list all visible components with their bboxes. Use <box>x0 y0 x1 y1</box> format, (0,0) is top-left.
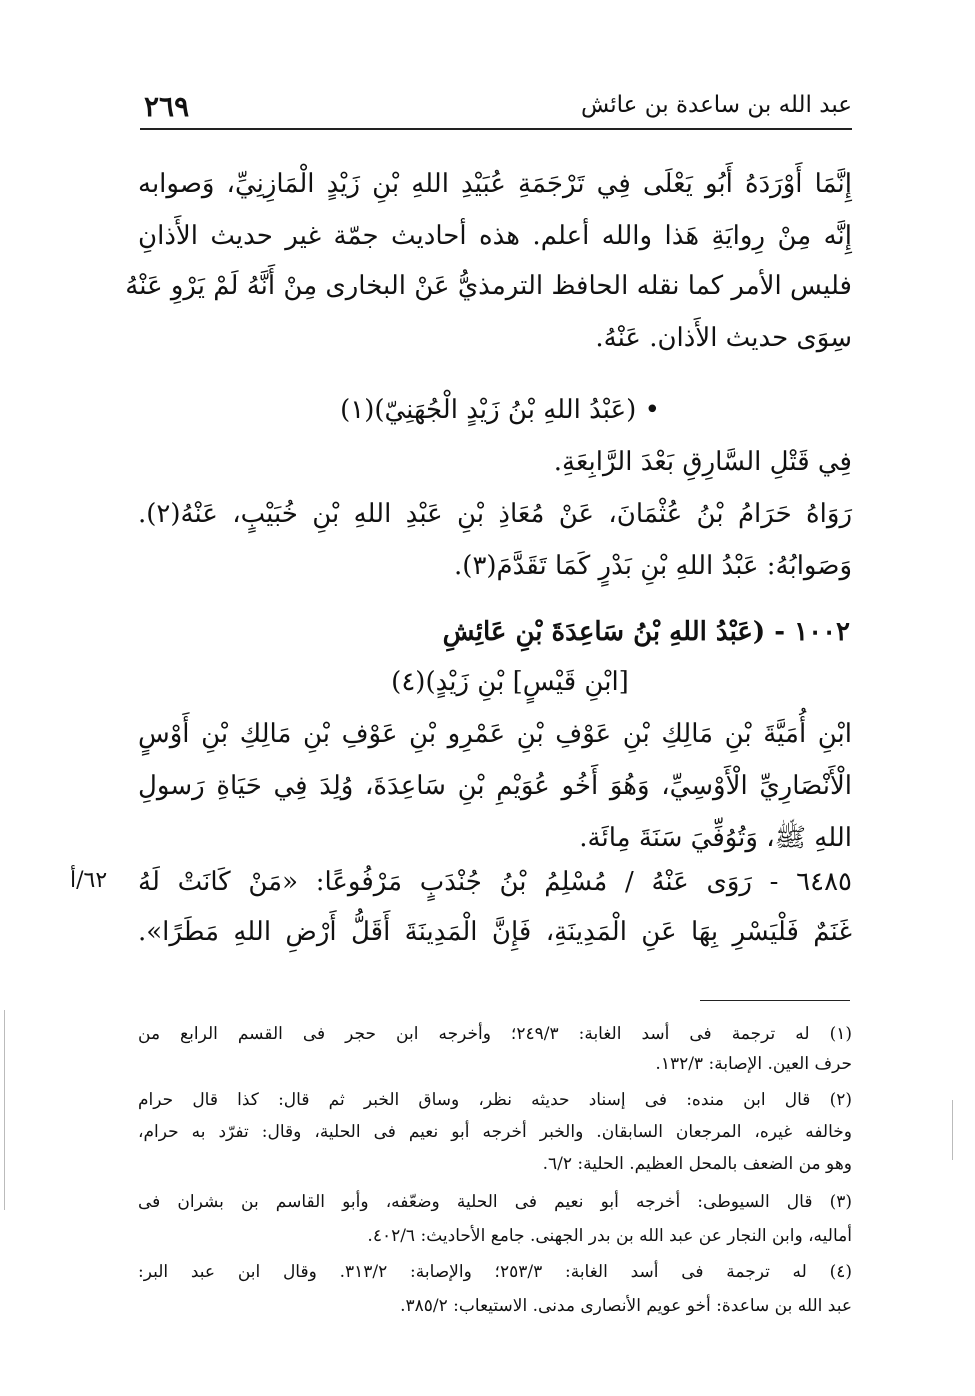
page-header <box>140 88 852 130</box>
entry-line: اللهِ ﷺ، وَتُوُفِّيَ سَنَةَ مِائَة. <box>579 823 852 853</box>
scan-edge-mark <box>952 1100 953 1160</box>
footnote-line: عبد الله بن ساعدة: أخو عويم الأنصارى مدنى. الاستيعاب: ٣٨٥/٢. <box>400 1296 852 1316</box>
entry-line: رَوَاهُ حَرَامُ بْنُ عُثْمَانَ، عَنْ مُعَاذِ بْنِ عَبْدِ اللهِ بْنِ خُبَيْبٍ، عَنْهُ(٢). <box>138 499 852 529</box>
footnote-line: وهو من الضعف بالمحل العظيم. الحلية: ٦/٢. <box>542 1154 852 1174</box>
scan-edge-mark <box>4 1010 5 1210</box>
entry-heading: ١٠٠٢ - (عَبْدُ اللهِ بْنُ سَاعِدَةَ بْنِ عَائِشِ <box>442 617 850 647</box>
footnote-line: (١) له ترجمة فى أسد الغابة: ٢٤٩/٣؛ وأخرجه ابن حجر فى القسم الرابع من <box>138 1024 852 1044</box>
footnote-line: أماليه، وابن النجار عن عبد الله بن بدر الجهنى. جامع الأحاديث: ٤٠٢/٦. <box>367 1226 852 1246</box>
body-line: فليس الأمر كما نقله الحافظ الترمذيُّ عَنْ البخارى مِنْ أَنَّهُ لَمْ يَرْوِ عَنْهُ <box>125 271 852 301</box>
running-title: عبد الله بن ساعدة بن عائش <box>580 92 852 118</box>
manuscript-folio-ref: ٦٢/أ <box>70 868 108 893</box>
footnote-line: وخالفه غيره، المرجعان السابقان. والخبر أخرجه أبو نعيم فى الحلية، وقال: تفرّد به حرام، <box>138 1122 852 1142</box>
hadith-line: ٦٤٨٥ - رَوَى عَنْهُ / مُسْلِمُ بْنُ جُنْدَبٍ مَرْفُوعًا: «مَنْ كَانَتْ لَهُ <box>138 867 852 897</box>
entry-line: فِي قَتْلِ السَّارِقِ بَعْدَ الرَّابِعَةِ. <box>553 447 852 477</box>
footnote-line: (٣) قال السيوطى: أخرجه أبو نعيم فى الحلية وضعّفه، وأبو القاسم بن بشران فى <box>138 1192 852 1212</box>
entry-heading: • (عَبْدُ اللهِ بْنُ زَيْدٍ الْجُهَنِيّ)(١) <box>340 395 660 425</box>
hadith-line: غَنَمٌ فَلْيَسْرِ بِهَا عَنِ الْمَدِينَةِ، فَإِنَّ الْمَدِينَةَ أَقَلُّ أَرْضِ اللهِ مَطَرًا». <box>138 917 852 947</box>
page-number: ٢٦٩ <box>144 90 190 123</box>
entry-line: الْأَنْصَارِيِّ الْأَوْسِيِّ، وَهُوَ أَخُو عُوَيْمِ بْنِ سَاعِدَةَ، وُلِدَ فِي حَيَاةِ رَسولِ <box>138 771 852 801</box>
entry-line: ابْنِ أُمَيَّةَ بْنِ مَالِكِ بْنِ عَوْفِ بْنِ عَمْرِو بْنِ عَوْفِ بْنِ مَالِكِ بْنِ أَوْسٍ <box>138 719 852 749</box>
footnote-line: (٢) قال ابن منده: فى إسناد حديثه نظر، وساق الخبر ثم قال: كذا قال حرام <box>138 1090 852 1110</box>
footnote-line: (٤) له ترجمة فى أسد الغابة: ٢٥٣/٣؛ والإصابة: ٣١٣/٢. وقال ابن عبد البر: <box>138 1262 853 1282</box>
body-line: سِوَى حديث الأَذان. عَنْهُ. <box>595 323 852 353</box>
footnote-line: حرف العين. الإصابة: ١٣٢/٣. <box>655 1054 852 1074</box>
entry-line: وَصَوابُهُ: عَبْدُ اللهِ بْنِ بَدْرٍ كَمَا تَقَدَّمَ(٣). <box>454 551 852 581</box>
body-line: إِنَّه مِنْ رِوايَةِ هَذا والله أعلم. هذه أحاديث جمّة غير حديث الأَذانِ <box>138 221 852 251</box>
body-line: إِنَّمَا أَوْرَدَهُ أَبُو يَعْلَى فِي تَرْجَمَةِ عُبَيْدِ اللهِ بْنِ زَيْدٍ الْمَازِنِيِّ، وَصوابه <box>138 169 852 199</box>
entry-heading-continued: [ابْنِ قَيْسٍ] بْنِ زَيْدٍ)(٤) <box>391 667 629 697</box>
footnote-rule <box>700 1000 850 1001</box>
